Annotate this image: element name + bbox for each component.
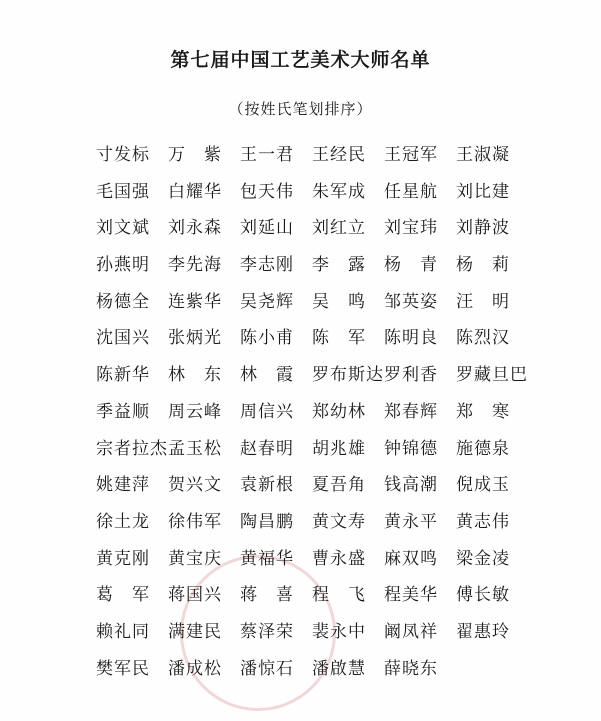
name-entry: 蒋国兴: [168, 585, 222, 606]
name-entry: 寸发标: [96, 145, 150, 165]
name-entry: 蒋 喜: [240, 585, 294, 606]
name-entry: 樊军民: [96, 658, 150, 679]
name-entry: 刘比建: [456, 181, 510, 202]
name-entry: 赖礼同: [96, 621, 150, 642]
name-entry: 张炳光: [168, 328, 222, 349]
name-entry: 毛国强: [96, 181, 150, 202]
name-entry: 程美华: [384, 585, 438, 606]
name-entry: 陶昌鹏: [240, 511, 294, 532]
name-entry: 满建民: [168, 621, 222, 642]
name-entry: 朱军成: [312, 181, 366, 202]
name-entry: 杨 青: [384, 255, 438, 276]
name-entry: 贺兴文: [168, 475, 222, 496]
name-entry: 汪 明: [456, 291, 510, 312]
name-entry: 黄克刚: [96, 548, 150, 569]
name-entry: 黄志伟: [456, 511, 510, 532]
name-entry: 陈小甫: [240, 328, 294, 349]
name-entry: 裴永中: [312, 621, 366, 642]
name-entry: 连紫华: [168, 291, 222, 312]
name-entry: 陈 军: [312, 328, 366, 349]
name-entry: 曹永盛: [312, 548, 366, 569]
name-entry: 薛晓东: [384, 658, 438, 679]
name-entry: 黄文寿: [312, 511, 366, 532]
name-entry: 葛 军: [96, 585, 150, 606]
name-entry: 郑春辉: [384, 401, 438, 422]
name-entry: 李先海: [168, 255, 222, 276]
name-entry: 郑 寒: [456, 401, 510, 422]
name-entry: 宗者拉杰: [96, 438, 168, 459]
document-title: 第七届中国工艺美术大师名单: [170, 49, 431, 71]
name-entry: 杨德全: [96, 291, 150, 312]
name-entry: 邹英姿: [384, 291, 438, 312]
name-entry: 翟惠玲: [456, 621, 510, 642]
name-entry: 潘惊石: [240, 658, 294, 679]
name-entry: 王淑凝: [456, 145, 510, 165]
name-entry: 钱高潮: [384, 475, 438, 496]
name-entry: 包天伟: [240, 181, 294, 202]
name-entry: 黄福华: [240, 548, 294, 569]
document-subtitle: （按姓氏笔划排序）: [228, 100, 373, 118]
name-entry: 刘静波: [456, 218, 510, 239]
name-entry: 陈明良: [384, 328, 438, 349]
name-entry: 刘永森: [168, 218, 222, 239]
name-entry: 孙燕明: [96, 255, 150, 276]
name-entry: 沈国兴: [96, 328, 150, 349]
name-list-grid: [96, 140, 536, 690]
name-entry: 周云峰: [168, 401, 222, 422]
name-entry: 施德泉: [456, 438, 510, 459]
name-entry: 钟锦德: [384, 438, 438, 459]
name-entry: 林 霞: [240, 365, 294, 386]
name-entry: 任星航: [384, 181, 438, 202]
name-entry: 梁金凌: [456, 548, 510, 569]
name-entry: 麻双鸣: [384, 548, 438, 569]
name-entry: 阚凤祥: [384, 621, 438, 642]
name-entry: 吴 鸣: [312, 291, 366, 312]
name-entry: 郑幼林: [312, 401, 366, 422]
name-entry: 蔡泽荣: [240, 621, 294, 642]
name-entry: 袁新根: [240, 475, 294, 496]
name-entry: 胡兆雄: [312, 438, 366, 459]
name-entry: 李 露: [312, 255, 366, 276]
name-entry: 倪成玉: [456, 475, 510, 496]
name-entry: 罗藏旦巴: [456, 365, 528, 386]
name-entry: 姚建萍: [96, 475, 150, 496]
name-entry: 赵春明: [240, 438, 294, 459]
name-entry: 刘延山: [240, 218, 294, 239]
name-entry: 季益顺: [96, 401, 150, 422]
name-entry: 程 飞: [312, 585, 366, 606]
name-entry: 李志刚: [240, 255, 294, 276]
name-entry: 刘宝玮: [384, 218, 438, 239]
name-entry: 吴尧辉: [240, 291, 294, 312]
name-entry: 白耀华: [168, 181, 222, 202]
name-entry: 罗布斯达: [312, 365, 384, 386]
name-entry: 黄永平: [384, 511, 438, 532]
name-entry: 潘成松: [168, 658, 222, 679]
name-entry: 王冠军: [384, 145, 438, 165]
name-entry: 徐土龙: [96, 511, 150, 532]
name-entry: 夏吾角: [312, 475, 366, 496]
name-entry: 刘红立: [312, 218, 366, 239]
name-entry: 徐伟军: [168, 511, 222, 532]
name-entry: 孟玉松: [168, 438, 222, 459]
name-entry: 陈新华: [96, 365, 150, 386]
name-entry: 潘啟慧: [312, 658, 366, 679]
name-entry: 刘文斌: [96, 218, 150, 239]
name-entry: 林 东: [168, 365, 222, 386]
name-entry: 王一君: [240, 145, 294, 165]
name-entry: 王经民: [312, 145, 366, 165]
name-entry: 罗利香: [384, 365, 438, 386]
name-entry: 周信兴: [240, 401, 294, 422]
name-entry: 万 紫: [168, 145, 222, 165]
name-entry: 陈烈汉: [456, 328, 510, 349]
name-entry: 杨 莉: [456, 255, 510, 276]
name-entry: 黄宝庆: [168, 548, 222, 569]
name-entry: 傅长敏: [456, 585, 510, 606]
